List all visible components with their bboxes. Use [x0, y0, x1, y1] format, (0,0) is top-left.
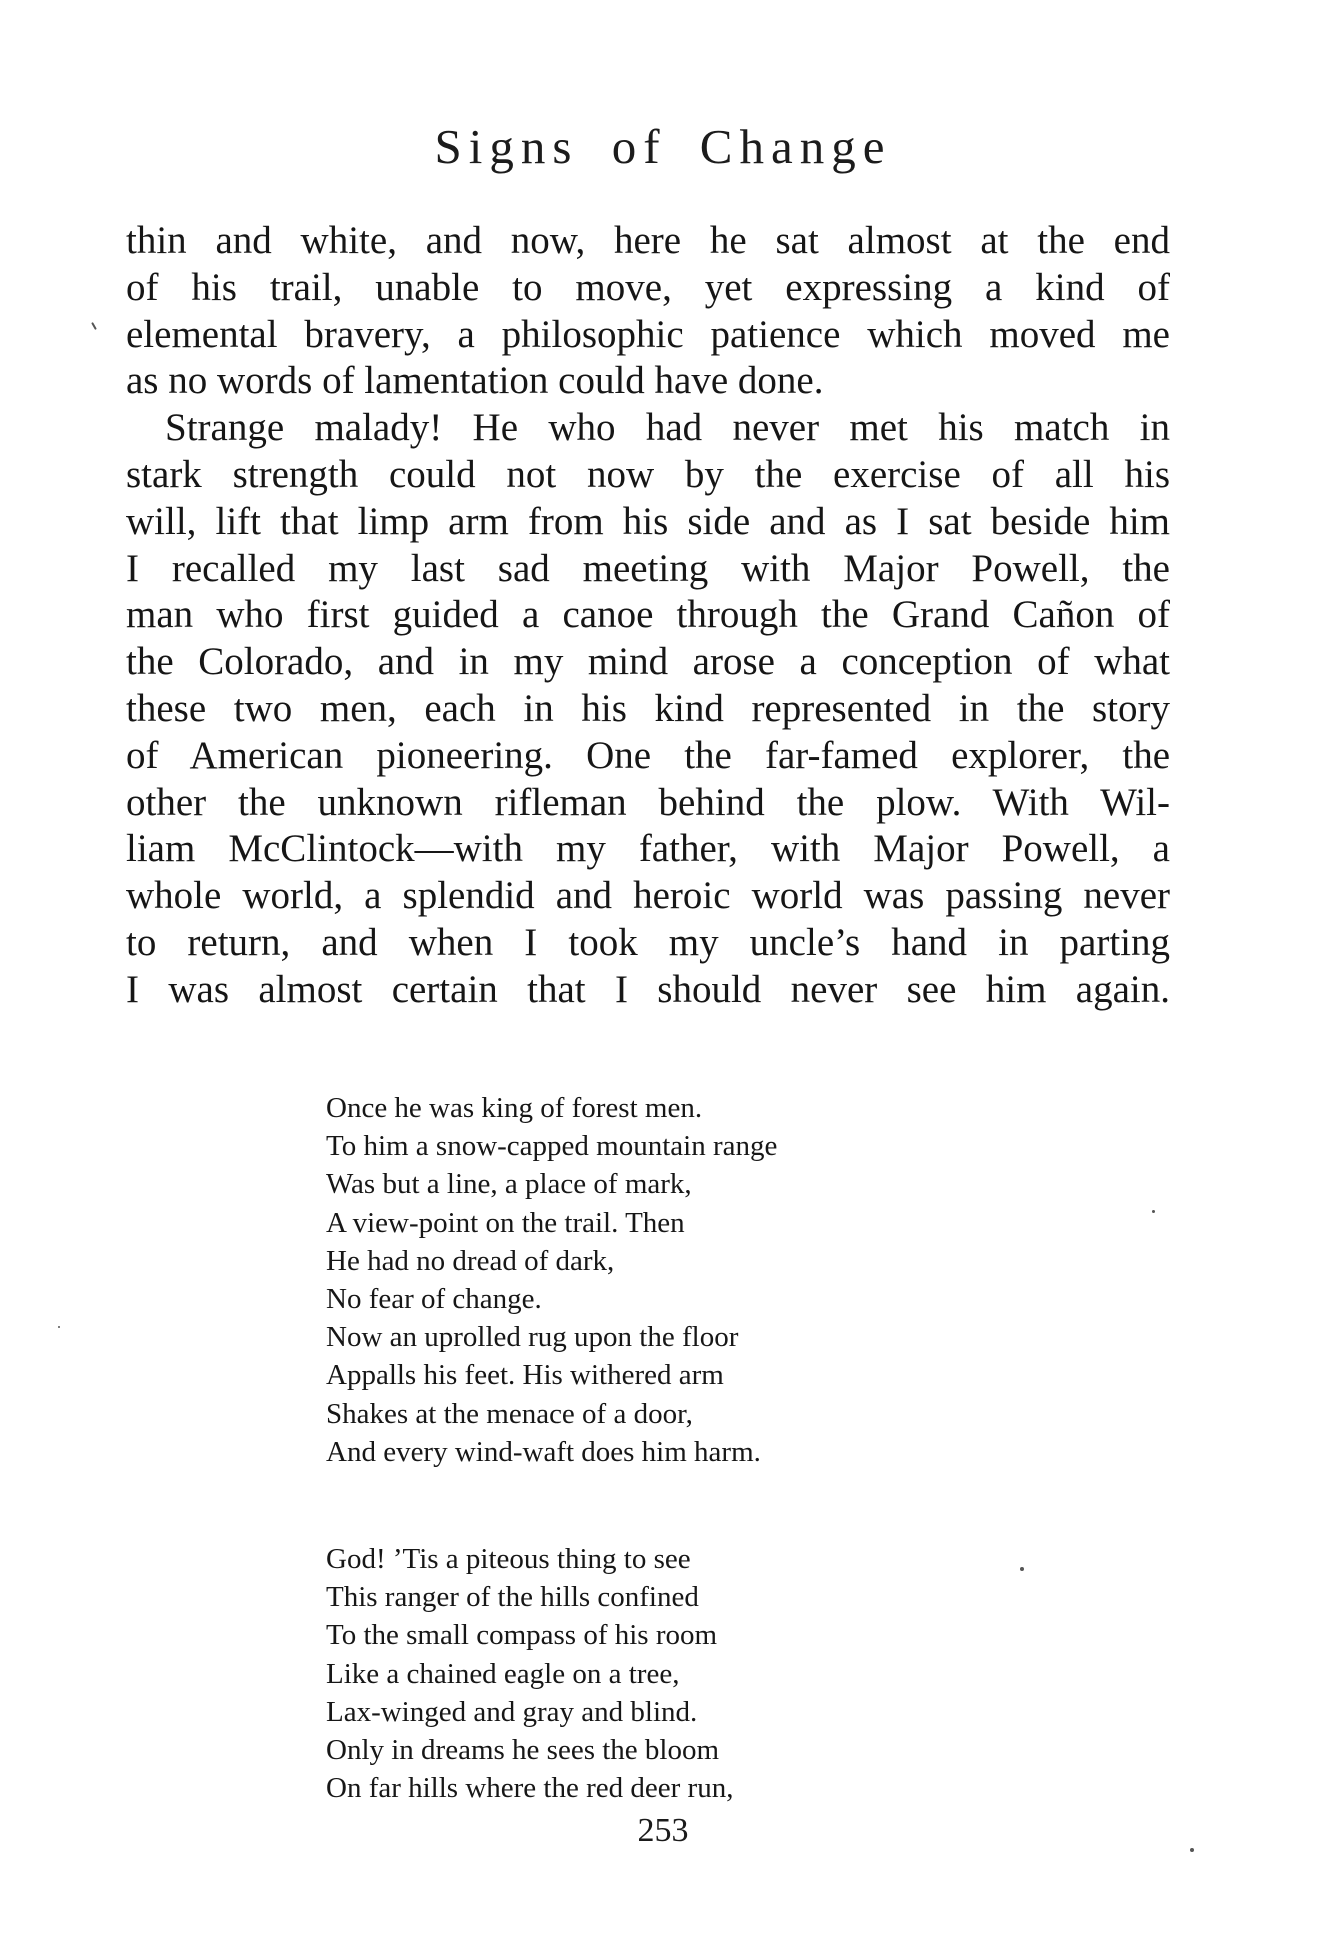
prose-line: to return, and when I took my uncle’s hand in parting [126, 920, 1170, 964]
prose-line: of his trail, unable to move, yet expressing a kind of [126, 265, 1170, 309]
prose-line: stark strength could not now by the exercise of all his [126, 452, 1170, 496]
prose-line: liam McClintock—with my father, with Major Powell, a [126, 827, 1170, 871]
page-number: 253 [637, 1812, 689, 1849]
verse-line: Lax-winged and gray and blind. [326, 1695, 698, 1728]
poem-stanza-1 [326, 1089, 777, 1471]
prose-line: Strange malady! He who had never met his match in [165, 406, 1170, 450]
verse-line: Like a chained eagle on a tree, [326, 1657, 680, 1690]
verse-line: To him a snow-capped mountain range [326, 1130, 778, 1163]
verse-line: God! ’Tis a piteous thing to see [326, 1543, 691, 1575]
prose-line: I recalled my last sad meeting with Major Powell, the [126, 546, 1170, 590]
verse-line: On far hills where the red deer run, [326, 1772, 734, 1805]
verse-line: This ranger of the hills confined [326, 1581, 699, 1614]
scan-speck [58, 1326, 60, 1328]
prose-line: the Colorado, and in my mind arose a conception of what [126, 640, 1170, 684]
prose-line: these two men, each in his kind represented in the story [126, 686, 1170, 730]
prose-line: will, lift that limp arm from his side and as I sat beside him [126, 499, 1170, 543]
verse-line: A view-point on the trail. Then [326, 1206, 685, 1239]
scan-speck [91, 322, 97, 330]
prose-line: as no words of lamentation could have done. [126, 359, 824, 403]
verse-line: Was but a line, a place of mark, [326, 1168, 692, 1201]
verse-line: He had no dread of dark, [326, 1244, 615, 1277]
poem-stanza-2 [326, 1540, 733, 1807]
prose-line: whole world, a splendid and heroic world was passing never [126, 874, 1170, 918]
verse-line: To the small compass of his room [326, 1619, 718, 1652]
prose-line: elemental bravery, a philosophic patience which moved me [126, 312, 1170, 356]
prose-block [126, 218, 1170, 1014]
prose-line: other the unknown rifleman behind the plow. With Wil- [126, 780, 1170, 824]
verse-line: Shakes at the menace of a door, [326, 1397, 693, 1430]
verse-line: Now an uprolled rug upon the floor [326, 1321, 739, 1354]
prose-line: man who first guided a canoe through the Grand Cañon of [126, 593, 1170, 637]
scan-speck [1020, 1567, 1024, 1571]
prose-line: thin and white, and now, here he sat almost at the end [126, 219, 1170, 262]
verse-line: No fear of change. [326, 1283, 542, 1316]
verse-line: Once he was king of forest men. [326, 1092, 703, 1124]
verse-line: Only in dreams he sees the bloom [326, 1734, 720, 1767]
verse-line: And every wind-waft does him harm. [326, 1435, 761, 1468]
prose-line: of American pioneering. One the far-famed explorer, the [126, 733, 1170, 777]
scan-speck [1190, 1848, 1194, 1852]
verse-line: Appalls his feet. His withered arm [326, 1359, 724, 1392]
scan-speck [1152, 1210, 1155, 1213]
running-title: Signs of Change [434, 119, 892, 174]
prose-line: I was almost certain that I should never see him again. [126, 967, 1170, 1011]
